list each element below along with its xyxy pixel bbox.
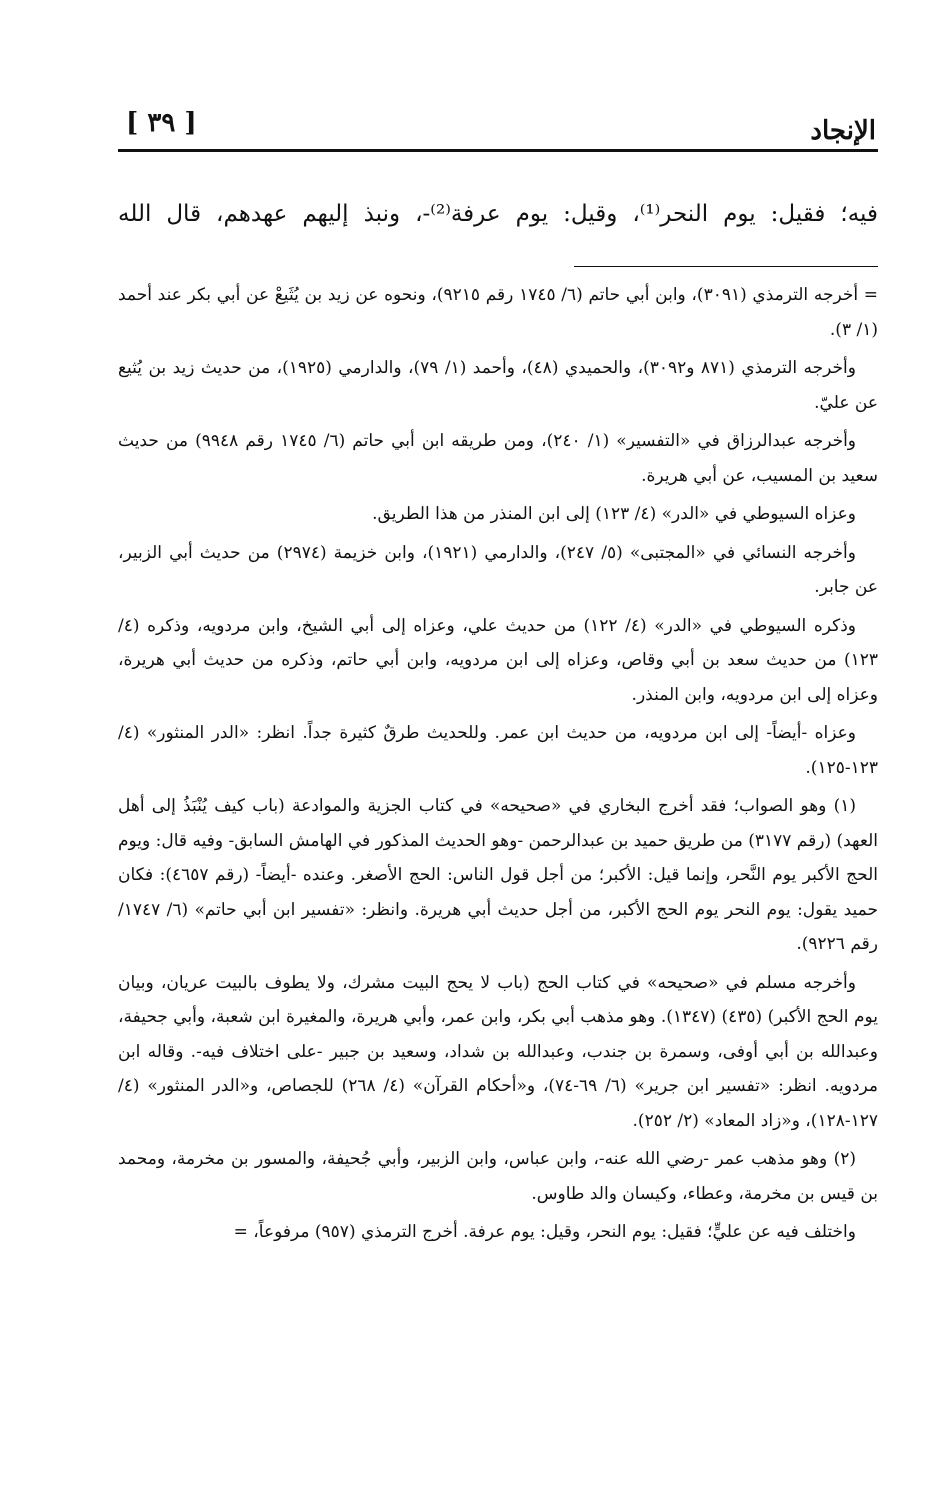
footnote-paragraph: وعزاه السيوطي في «الدر» (٤/ ١٢٣) إلى ابن المنذر من هذا الطريق. [372,504,856,524]
footnote-paragraph: وأخرجه النسائي في «المجتبى» (٥/ ٢٤٧)، والدارمي (١٩٢١)، وابن خزيمة (٢٩٧٤) من حديث أبي الزبير، عن جابر. [118,542,878,597]
footnote-paragraph: وذكره السيوطي في «الدر» (٤/ ١٢٢) من حديث علي، وعزاه إلى أبي الشيخ، وابن مردويه، وذكره (٤/ ١٢٣) من حديث سعد بن أبي وقاص، وعزاه إلى ابن مردويه، وابن أبي حاتم، وذكره من حديث أبي هريرة، وعزاه إلى ابن مردويه، وابن المنذر. [118,615,878,705]
footnote-paragraph: وعزاه -أيضاً- إلى ابن مردويه، من حديث ابن عمر. وللحديث طرقٌ كثيرة جداً. انظر: «الدر المنثور» (٤/ ١٢٣-١٢٥). [118,723,878,778]
footnote-paragraph: وأخرجه عبدالرزاق في «التفسير» (١/ ٢٤٠)، ومن طريقه ابن أبي حاتم (٦/ ١٧٤٥ رقم ٩٩٤٨) من حديث سعيد بن المسيب، عن أبي هريرة. [118,431,878,486]
footnote-paragraph: وأخرجه الترمذي (٨٧١ و٣٠٩٢)، والحميدي (٤٨)، وأحمد (١/ ٧٩)، والدارمي (١٩٢٥)، من حديث زيد بن يُثيع عن عليّ. [118,358,878,413]
main-text: فيه؛ فقيل: يوم النحر⁽¹⁾، وقيل: يوم عرفة⁽²⁾-، ونبذ إليهم عهدهم، قال الله [118,201,878,227]
header-rule [118,149,878,152]
footnote-2: (٢) وهو مذهب عمر -رضي الله عنه-، وابن عباس، وابن الزبير، وأبي جُحيفة، والمسور بن مخرمة، ومحمد بن قيس بن مخرمة، وعطاء، وكيسان والد طاوس. [118,1149,878,1204]
page-number: [ ٣٩ ] [126,108,197,138]
footnote-separator [574,266,878,267]
running-title: الإنجاد [810,116,876,146]
footnote-paragraph: واختلف فيه عن عليٍّ؛ فقيل: يوم النحر، وقيل: يوم عرفة. أخرج الترمذي (٩٥٧) مرفوعاً، = [233,1222,856,1242]
footnotes [118,278,878,1254]
page-header [118,104,878,148]
footnote-paragraph: = أخرجه الترمذي (٣٠٩١)، وابن أبي حاتم (٦/ ١٧٤٥ رقم ٩٢١٥)، ونحوه عن زيد بن يُثَيعْ عن أبي بكر عند أحمد (١/ ٣). [118,285,878,340]
footnote-1: (١) وهو الصواب؛ فقد أخرج البخاري في «صحيحه» في كتاب الجزية والموادعة (باب كيف يُنْبَذُ إلى أهل العهد) (رقم ٣١٧٧) من طريق حميد بن عبدالرحمن -وهو الحديث المذكور في الهامش السابق- وفيه قال: ويوم الحج الأكبر يوم النَّحر، وإنما قيل: الأكبر؛ من أجل قول الناس: الحج الأصغر. وعنده -أيضاً- (رقم ٤٦٥٧): فكان حميد يقول: يوم النحر يوم الحج الأكبر، من أجل حديث أبي هريرة. وانظر: «تفسير ابن أبي حاتم» (٦/ ١٧٤٧/ رقم ٩٢٢٦). [118,796,878,954]
footnote-paragraph: وأخرجه مسلم في «صحيحه» في كتاب الحج (باب لا يحج البيت مشرك، ولا يطوف بالبيت عريان، وبيان يوم الحج الأكبر) (٤٣٥) (١٣٤٧). وهو مذهب أبي بكر، وابن عمر، وأبي هريرة، والمغيرة ابن شعبة، وأبي جحيفة، وعبدالله بن أبي أوفى، وسمرة بن جندب، وعبدالله بن شداد، وسعيد بن جبير -على اختلاف فيه-. وقاله ابن مردويه. انظر: «تفسير ابن جرير» (٦/ ٦٩-٧٤)، و«أحكام القرآن» (٤/ ٢٦٨) للجصاص، و«الدر المنثور» (٤/ ١٢٧-١٢٨)، و«زاد المعاد» (٢/ ٢٥٢). [118,972,878,1131]
